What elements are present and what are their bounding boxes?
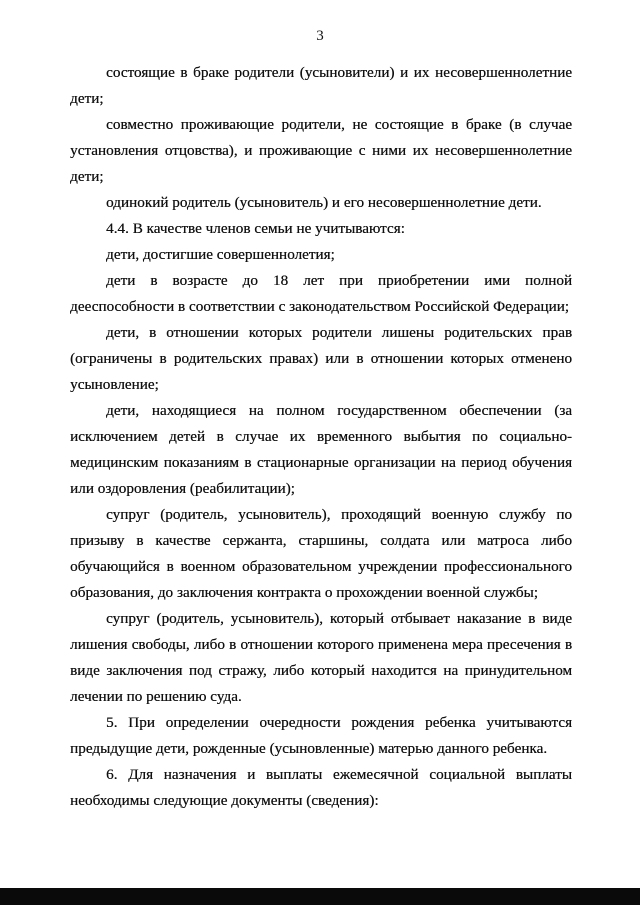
paragraph-single-parent: одинокий родитель (усыновитель) и его несовершеннолетние дети. bbox=[106, 194, 542, 211]
paragraph-section-6: 6. Для назначения и выплаты ежемесячной социальной выплаты необходимы следующие документы (сведения): bbox=[70, 766, 572, 809]
paragraph-military-spouse: супруг (родитель, усыновитель), проходящий военную службу по призыву в качестве сержанта, старшины, солдата или матроса либо обучающийся в военном образовательном учреждении профессионального образования, до заключения контракта о прохождении военной службы; bbox=[70, 506, 572, 601]
paragraph-section-5: 5. При определении очередности рождения ребенка учитываются предыдущие дети, рожденные (усыновленные) матерью данного ребенка. bbox=[70, 714, 572, 757]
paragraph-state-provision: дети, находящиеся на полном государственном обеспечении (за исключением детей в случае их временного выбытия по социально-медицинским показаниям в стационарные организации на период обучения или оздоровления (реабилитации); bbox=[70, 402, 572, 497]
page-number: 3 bbox=[316, 28, 324, 44]
paragraph-married-parents: состоящие в браке родители (усыновители) и их несовершеннолетние дети; bbox=[70, 64, 572, 107]
scan-bottom-border bbox=[0, 888, 640, 905]
paragraph-section-4-4: 4.4. В качестве членов семьи не учитываются: bbox=[106, 220, 405, 237]
paragraph-emancipated-children: дети в возрасте до 18 лет при приобретении ими полной дееспособности в соответствии с законодательством Российской Федерации; bbox=[70, 272, 572, 315]
paragraph-deprived-rights: дети, в отношении которых родители лишены родительских прав (ограничены в родительских правах) или в отношении которых отменено усыновление; bbox=[70, 324, 572, 393]
paragraph-unmarried-parents: совместно проживающие родители, не состоящие в браке (в случае установления отцовства), и проживающие с ними их несовершеннолетние дети; bbox=[70, 116, 572, 185]
document-body bbox=[70, 60, 572, 814]
paragraph-imprisoned-spouse: супруг (родитель, усыновитель), который отбывает наказание в виде лишения свободы, либо в отношении которого применена мера пресечения в виде заключения под стражу, либо который находится на принудительном лечении по решению суда. bbox=[70, 610, 572, 705]
paragraph-adult-children: дети, достигшие совершеннолетия; bbox=[106, 246, 335, 263]
